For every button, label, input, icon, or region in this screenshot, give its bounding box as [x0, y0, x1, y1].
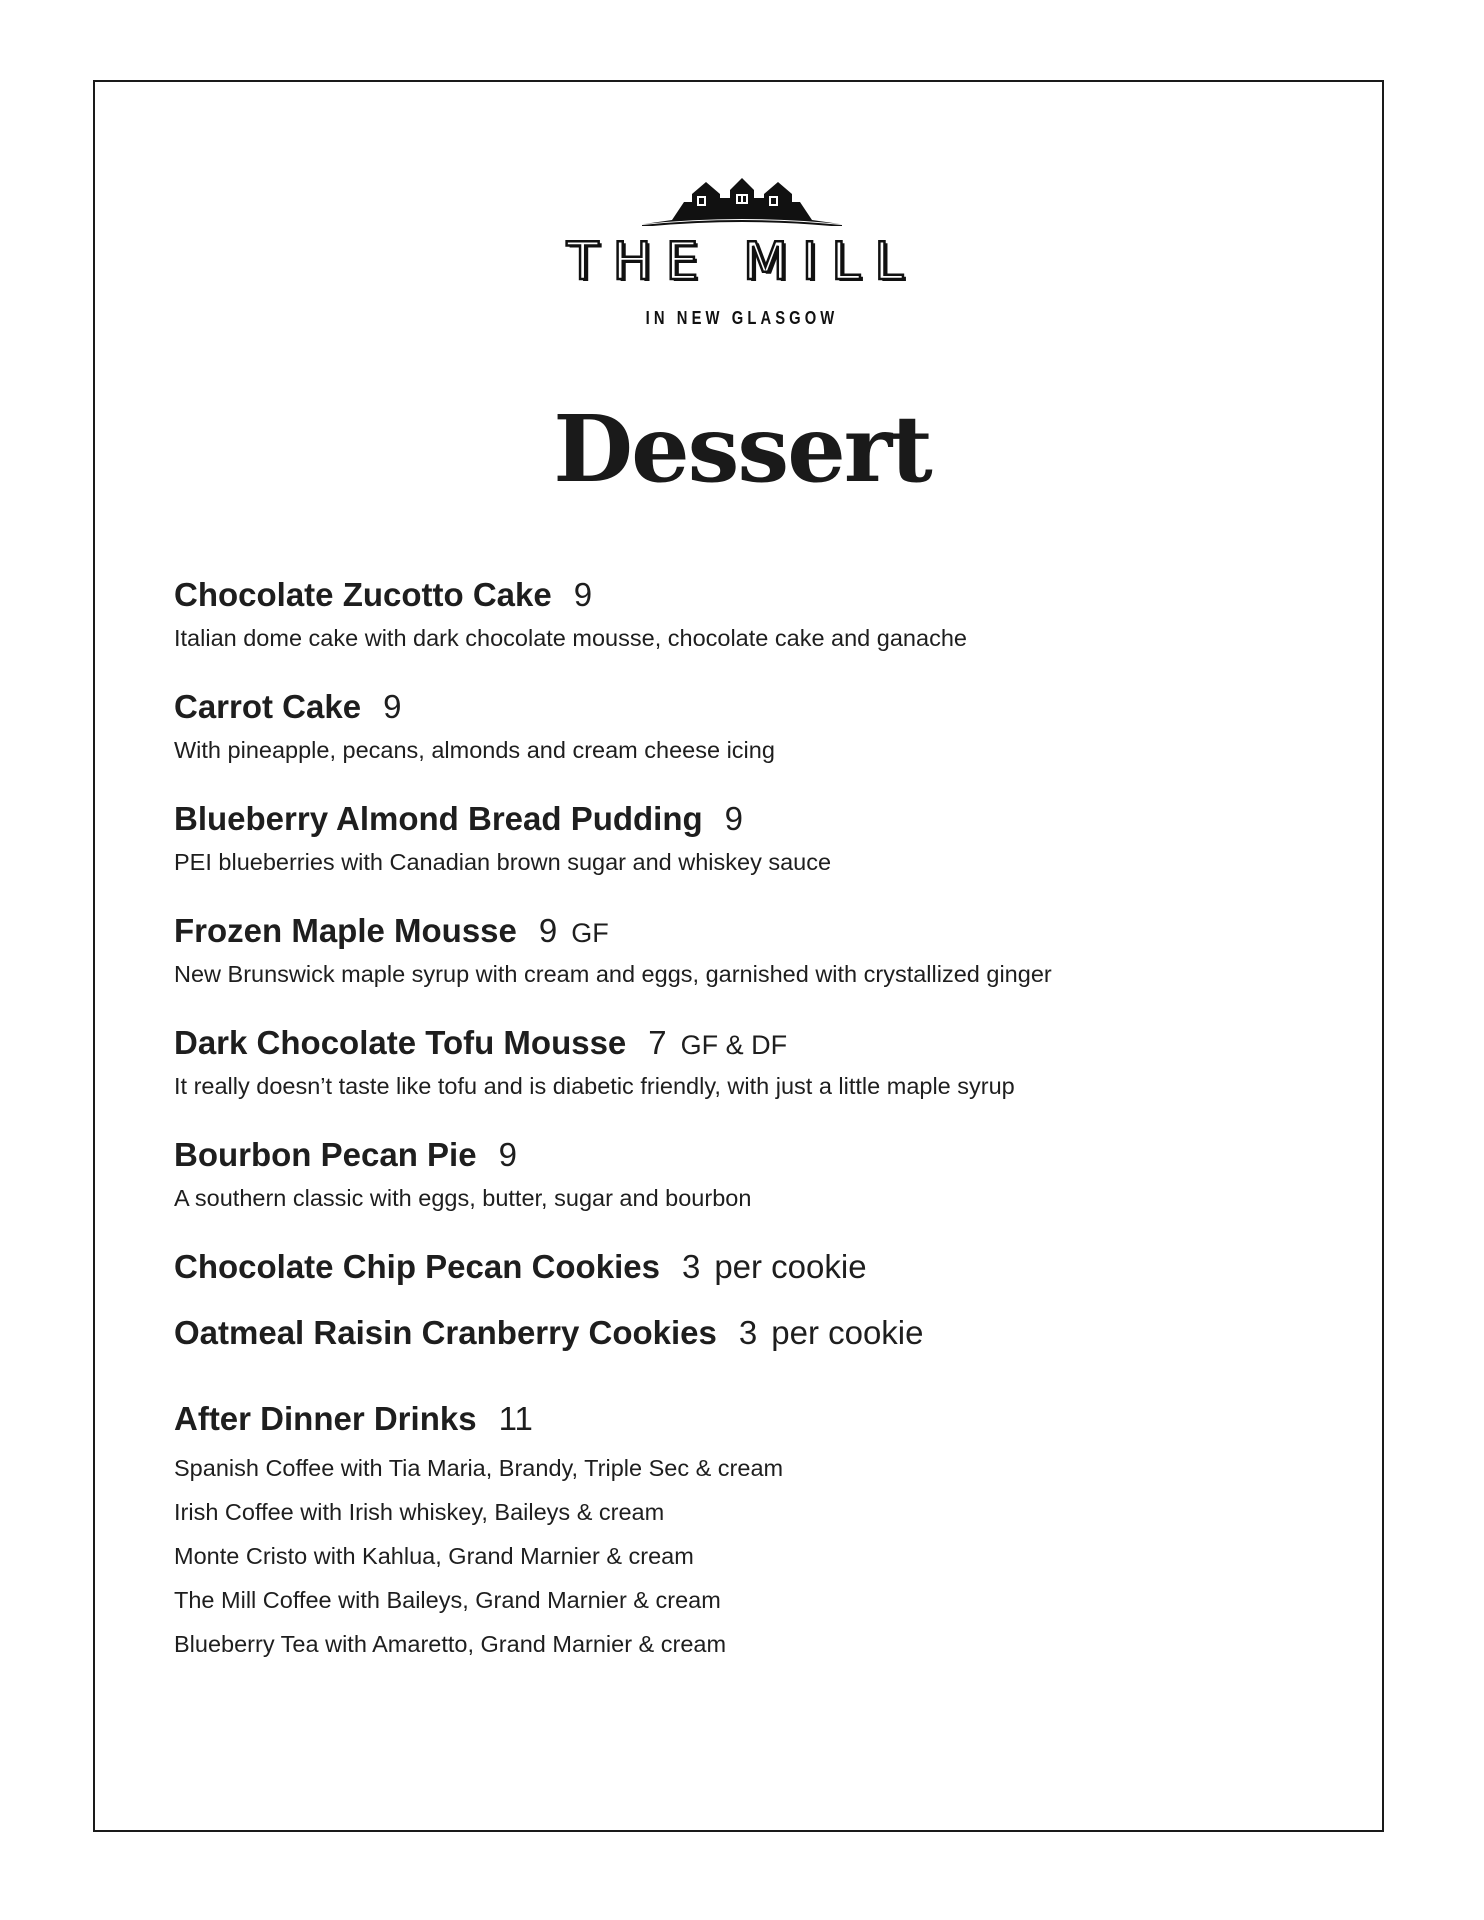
item-name: Carrot Cake [174, 688, 362, 725]
page-title: Dessert [553, 395, 931, 503]
after-dinner-drinks [174, 1396, 783, 1666]
item-price: 9 [573, 576, 593, 613]
drink-item: Monte Cristo with Kahlua, Grand Marnier & cream [174, 1543, 694, 1569]
item-unit: per cookie [771, 1314, 924, 1351]
item-description: With pineapple, pecans, almonds and cream cheese icing [174, 737, 775, 763]
item-name: Blueberry Almond Bread Pudding [174, 800, 703, 837]
drink-item: Blueberry Tea with Amaretto, Grand Marnier & cream [174, 1631, 727, 1657]
brand-subtitle: IN NEW GLASGOW [645, 308, 839, 328]
item-price: 9 [383, 688, 402, 725]
item-name: Bourbon Pecan Pie [174, 1136, 477, 1173]
menu-item [174, 572, 1324, 654]
brand-name: THE MILL [566, 232, 918, 292]
menu-item [174, 684, 1324, 766]
menu-item [174, 1020, 1324, 1102]
drink-item: Irish Coffee with Irish whiskey, Baileys & cream [174, 1499, 665, 1525]
item-price: 3 [681, 1248, 701, 1285]
item-price: 9 [498, 1136, 517, 1173]
item-description: New Brunswick maple syrup with cream and eggs, garnished with crystallized ginger [174, 961, 1052, 987]
item-price: 9 [724, 800, 744, 837]
item-name: Dark Chocolate Tofu Mousse [174, 1024, 627, 1061]
item-description: A southern classic with eggs, butter, sugar and bourbon [174, 1185, 752, 1211]
item-name: Frozen Maple Mousse [174, 912, 517, 949]
item-description: It really doesn’t taste like tofu and is diabetic friendly, with just a little maple syrup [174, 1073, 1015, 1099]
item-name: Chocolate Chip Pecan Cookies [174, 1248, 660, 1285]
menu-item [174, 1132, 1324, 1214]
menu-item [174, 1244, 1324, 1290]
drinks-price: 11 [498, 1400, 533, 1437]
item-description: Italian dome cake with dark chocolate mousse, chocolate cake and ganache [174, 625, 967, 651]
item-name: Oatmeal Raisin Cranberry Cookies [174, 1314, 717, 1351]
item-price: 9 [538, 912, 558, 949]
dietary-tag: GF & DF [680, 1030, 788, 1060]
logo [542, 170, 942, 340]
drink-item: Spanish Coffee with Tia Maria, Brandy, Triple Sec & cream [174, 1455, 784, 1481]
item-description: PEI blueberries with Canadian brown sugar and whiskey sauce [174, 849, 832, 875]
dessert-list [174, 572, 1324, 1356]
item-unit: per cookie [714, 1248, 867, 1285]
item-name: Chocolate Zucotto Cake [174, 576, 552, 613]
item-price: 7 [648, 1024, 667, 1061]
menu-item [174, 1310, 1324, 1356]
item-price: 3 [738, 1314, 758, 1351]
menu-item [174, 908, 1324, 990]
menu-item [174, 796, 1324, 878]
dietary-tag: GF [571, 918, 609, 948]
drink-item: The Mill Coffee with Baileys, Grand Marnier & cream [174, 1587, 721, 1613]
drinks-list [174, 1446, 783, 1666]
drinks-heading: After Dinner Drinks [174, 1400, 477, 1437]
mill-building-icon [642, 170, 842, 226]
